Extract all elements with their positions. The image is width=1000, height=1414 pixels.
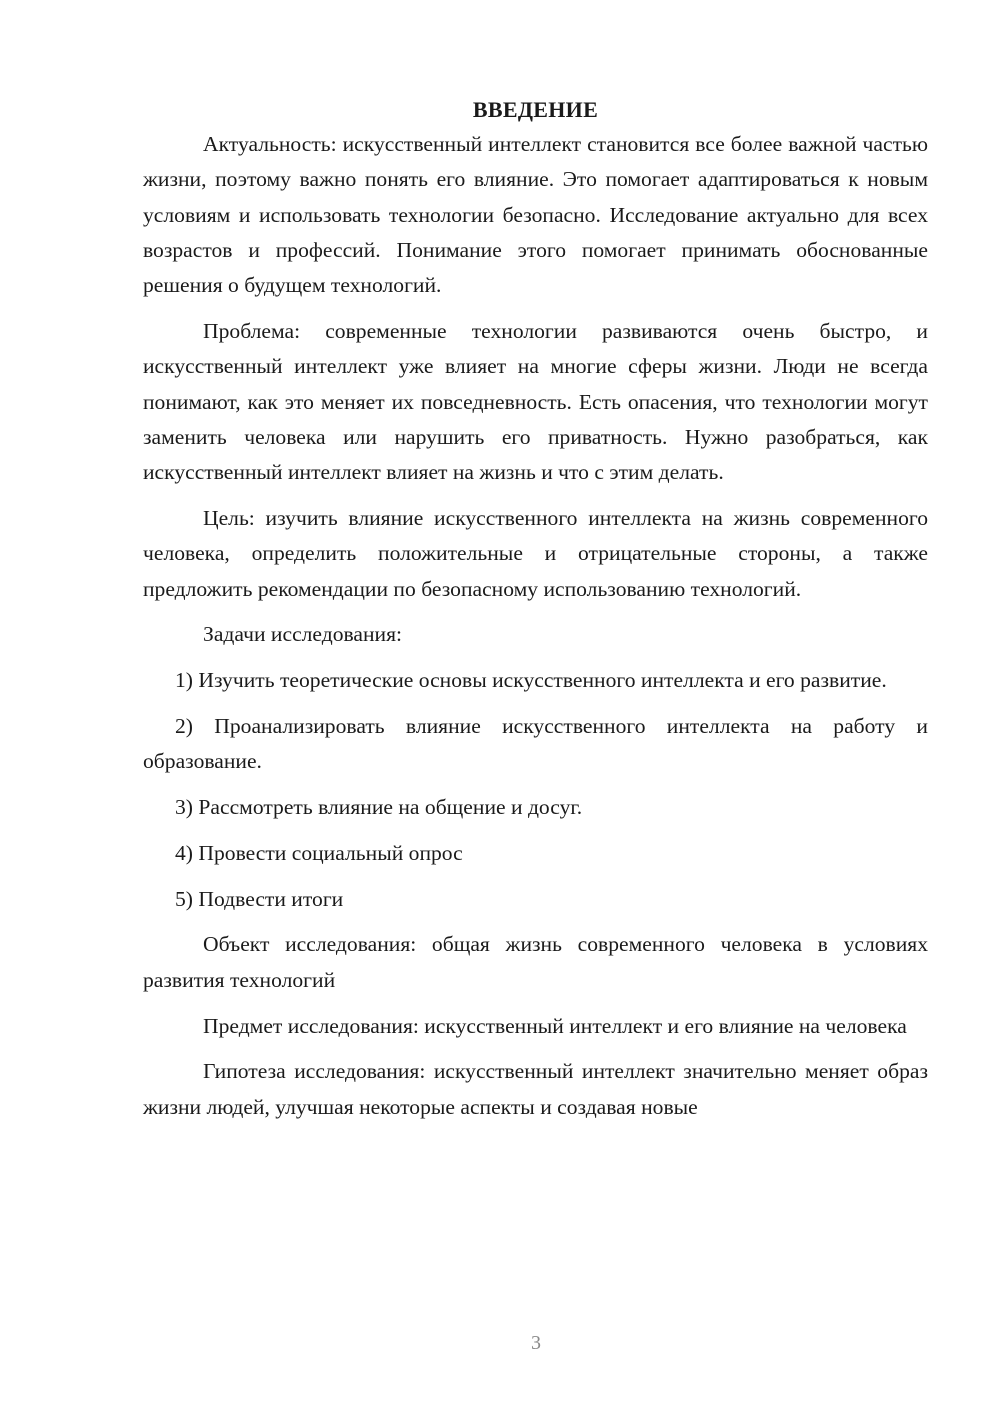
paragraph-tasks-heading: Задачи исследования: — [203, 622, 403, 647]
paragraph-hypothesis: Гипотеза исследования: искусственный интеллект значительно меняет образ жизни людей, улучшая некоторые аспекты и создавая новые — [143, 1059, 928, 1119]
task-item-3: 3) Рассмотреть влияние на общение и досуг. — [175, 795, 583, 820]
task-item-5: 5) Подвести итоги — [175, 886, 344, 911]
paragraph-object: Объект исследования: общая жизнь современного человека в условиях развития технологий — [143, 932, 928, 992]
paragraph-problem: Проблема: современные технологии развиваются очень быстро, и искусственный интеллект уже влияет на многие сферы жизни. Люди не всегда понимают, как это меняет их повседневность. Есть опасения, что технологии могут заменить человека или нарушить его приватность. Нужно разобраться, как искусственный интеллект влияет на жизнь и что с этим делать. — [143, 318, 928, 485]
task-item-1: 1) Изучить теоретические основы искусственного интеллекта и его развитие. — [175, 668, 887, 693]
document-page — [143, 92, 928, 1135]
paragraph-subject: Предмет исследования: искусственный интеллект и его влияние на человека — [203, 1013, 907, 1038]
task-item-2: 2) Проанализировать влияние искусственного интеллекта на работу и образование. — [143, 713, 928, 774]
paragraph-goal: Цель: изучить влияние искусственного интеллекта на жизнь современного человека, определить положительные и отрицательные стороны, а также предложить рекомендации по безопасному использованию технологий. — [143, 505, 928, 601]
section-title: ВВЕДЕНИЕ — [472, 97, 599, 122]
task-item-4: 4) Провести социальный опрос — [175, 840, 463, 865]
paragraph-relevance: Актуальность: искусственный интеллект становится все более важной частью жизни, поэтому важно понять его влияние. Это помогает адаптироваться к новым условиям и использовать технологии безопасно. Исследование актуально для всех возрастов и профессий. Понимание этого помогает принимать обоснованные решения о будущем технологий. — [143, 132, 928, 298]
page-number: 3 — [531, 1332, 541, 1354]
